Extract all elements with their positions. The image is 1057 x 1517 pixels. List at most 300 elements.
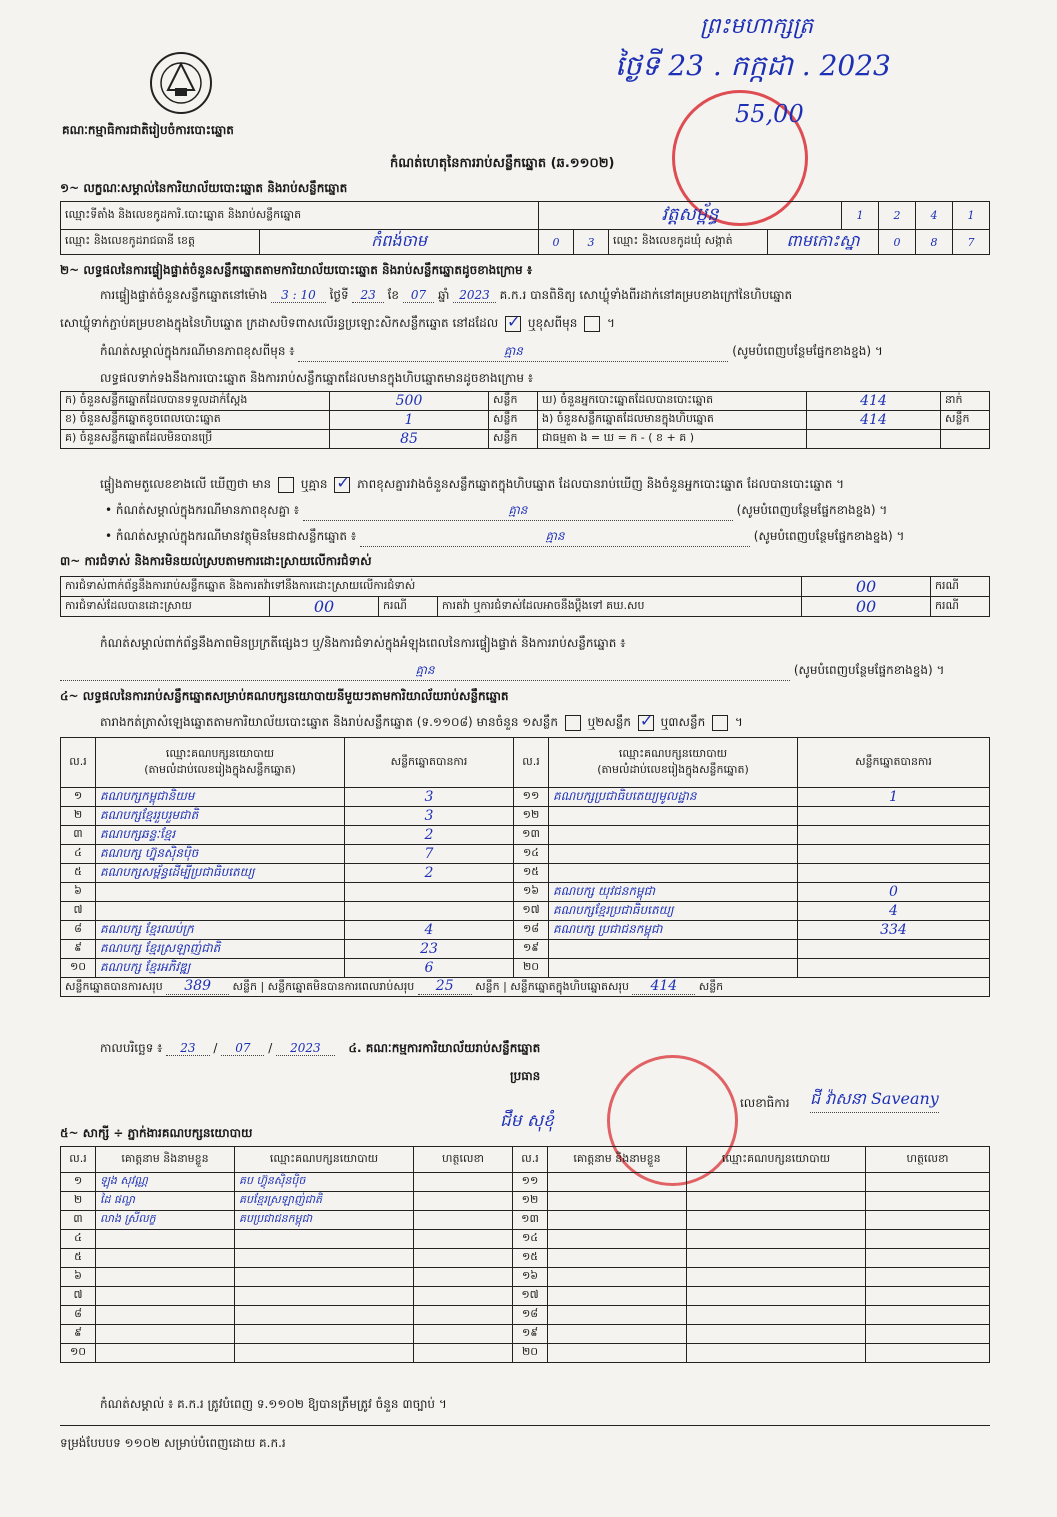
witness-col-sign-left: ហត្ថលេខា	[414, 1147, 513, 1173]
party-name: គណបក្ស យុវជនកម្ពុជា	[549, 883, 798, 902]
total-box-value: 414	[632, 978, 695, 995]
total-invalid-label: សន្លឹកឆ្នោតមិនបានការពេលរាប់សរុប	[267, 980, 415, 993]
witness-row	[61, 1249, 990, 1268]
party-no: ៦	[61, 883, 96, 902]
party-no: ៩	[61, 940, 96, 959]
party-no: ៥	[61, 864, 96, 883]
party-votes	[345, 902, 514, 921]
diff-note-value: គ្មាន	[303, 502, 733, 521]
office-code-1: 1	[842, 202, 879, 230]
col-party-right-title: ឈ្មោះគណបក្សនយោបាយ	[618, 746, 728, 760]
count-left-value: 85	[330, 430, 489, 449]
witness-name	[96, 1230, 235, 1249]
witness-name	[548, 1211, 687, 1230]
count-right-label: ឃ) ចំនួនអ្នកបោះឆ្នោតដែលបានបោះឆ្នោត	[538, 392, 807, 411]
compare-none-label: ឬគ្មាន	[300, 477, 328, 491]
seal-note-label: កំណត់សម្គាល់ក្នុងករណីមានភាពខុសពីមុន ៖	[100, 344, 295, 358]
party-name: គណបក្សកម្ពុជានិយម	[96, 788, 345, 807]
irregularity-hint: (សូមបំពេញបន្ថែមផ្នែកខាងខ្នង) ។	[793, 663, 945, 677]
province-code-2: 3	[574, 230, 609, 255]
party-name: គណបក្ស ខ្មែរស្រឡាញ់ជាតិ	[96, 940, 345, 959]
objection-row2b-label: ការតវ៉ា ឬការជំទាស់ដែលអាចនឹងប្ដឹងទៅ គឃ.សប	[438, 597, 802, 617]
party-votes: 2	[345, 826, 514, 845]
witness-party	[235, 1268, 414, 1287]
party-name	[96, 902, 345, 921]
tally-sheet-intro: តារាងកត់ត្រាសំឡេងឆ្នោតតាមការិយាល័យបោះឆ្នោត និងរាប់សន្លឹកឆ្នោត (ទ.១១០៨) មានចំនួន ១សន្លឹក	[100, 715, 558, 729]
compare-has-checkbox[interactable]	[278, 477, 294, 493]
col-votes-right: សន្លឹកឆ្នោតបានការ	[798, 738, 990, 788]
witness-row	[61, 1211, 990, 1230]
tally-two-label: ឬ២សន្លឹក	[587, 715, 632, 729]
witness-col-no-right: ល.រ	[513, 1147, 548, 1173]
result-intro: លទ្ធផលទាក់ទងនឹងការបោះឆ្នោត និងការរាប់សន្លឹកឆ្នោតដែលមានក្នុងហិបឆ្នោតមានដូចខាងក្រោម ៖	[100, 371, 534, 385]
witness-no: ៤	[61, 1230, 96, 1249]
year-label: ឆ្នាំ	[437, 288, 450, 302]
objection-row2b-value: 00	[802, 597, 931, 617]
witness-party	[687, 1325, 866, 1344]
col-party-left	[96, 738, 345, 788]
footnote: កំណត់សម្គាល់ ៖ គ.ក.រ ត្រូវបំពេញ ទ.១១០២ ឱ្យបានត្រឹមត្រូវ ចំនួន ៣ច្បាប់ ។	[100, 1397, 447, 1411]
witness-signature	[866, 1173, 990, 1192]
party-name: គណបក្សប្រជាធិបតេយ្យមូលដ្ឋាន	[549, 788, 798, 807]
col-party-right	[549, 738, 798, 788]
section1-table	[60, 201, 990, 255]
party-name: គណបក្ស ខ្មែរអភិវឌ្ឍ	[96, 959, 345, 978]
objection-row2-label: ការជំទាស់ដែលបានដោះស្រាយ	[61, 597, 270, 617]
witness-no: ១	[61, 1173, 96, 1192]
witness-signature	[866, 1344, 990, 1363]
party-votes: 4	[345, 921, 514, 940]
witness-party	[687, 1344, 866, 1363]
count-left-unit: សន្លឹក	[489, 430, 538, 449]
commune-code-3: 7	[953, 230, 990, 255]
office-code-4: 1	[953, 202, 990, 230]
irregularity-line	[60, 662, 990, 681]
secretary-label: លេខាធិការ	[740, 1096, 790, 1110]
col-votes-left: សន្លឹកឆ្នោតបានការ	[345, 738, 514, 788]
party-no: ១១	[514, 788, 549, 807]
party-row	[61, 788, 990, 807]
party-name: គណបក្ស ខ្មែរឈប់ក្រ	[96, 921, 345, 940]
party-no: ៨	[61, 921, 96, 940]
verification-month: 07	[403, 288, 434, 303]
party-votes	[798, 864, 990, 883]
commune-value: ពាមកោះស្នា	[768, 230, 879, 255]
witness-signature	[414, 1173, 513, 1192]
party-row	[61, 807, 990, 826]
col-no-left: ល.រ	[61, 738, 96, 788]
diff-note-line	[105, 502, 990, 521]
party-row	[61, 921, 990, 940]
witness-no: ១៤	[513, 1230, 548, 1249]
witness-col-party-right: ឈ្មោះគណបក្សនយោបាយ	[687, 1147, 866, 1173]
col-no-right: ល.រ	[514, 738, 549, 788]
party-votes: 23	[345, 940, 514, 959]
count-right-label: ជាធម្មតា ង = ឃ = ក - ( ខ + គ )	[538, 430, 807, 449]
count-left-label: ក) ចំនួនសន្លឹកឆ្នោតដែលបានទទួលដាក់ស្តែង	[61, 392, 330, 411]
witness-name	[96, 1306, 235, 1325]
verification-day: 23	[352, 288, 383, 303]
section2-heading: ២~ លទ្ធផលនៃការផ្ទៀងផ្ទាត់ចំនួនសន្លឹកឆ្នោតតាមការិយាល័យបោះឆ្នោត និងរាប់សន្លឹកឆ្នោតដូចខាងក្រោម ៖	[60, 263, 533, 277]
witness-party	[687, 1268, 866, 1287]
witness-row	[61, 1173, 990, 1192]
count-right-value	[807, 430, 941, 449]
witness-name: លាង ស្រីលក្ខ	[96, 1211, 235, 1230]
col-party-left-sub: (តាមលំដាប់លេខរៀងក្នុងសន្លឹកឆ្នោត)	[144, 762, 296, 776]
office-code-3: 4	[916, 202, 953, 230]
witness-no: ៣	[61, 1211, 96, 1230]
witness-party	[687, 1173, 866, 1192]
witness-name	[548, 1249, 687, 1268]
total-valid-unit: សន្លឹក	[232, 980, 257, 993]
party-name: គណបក្ស ហ្វ៊ុនស៊ិនប៉ិច	[96, 845, 345, 864]
party-votes	[798, 845, 990, 864]
foreign-object-value: គ្មាន	[360, 528, 750, 547]
party-no: ១៨	[514, 921, 549, 940]
witness-signature	[866, 1287, 990, 1306]
date-month: 07	[221, 1041, 264, 1056]
party-no: ២០	[514, 959, 549, 978]
tally-three-label: ឬ៣សន្លឹក	[660, 715, 706, 729]
party-votes	[798, 807, 990, 826]
party-name	[96, 883, 345, 902]
witness-no: ២	[61, 1192, 96, 1211]
count-left-value: 500	[330, 392, 489, 411]
witness-signature	[414, 1192, 513, 1211]
province-code-1: 0	[539, 230, 574, 255]
witness-party	[687, 1192, 866, 1211]
footer-rule	[60, 1425, 990, 1426]
ballot-count-row	[61, 411, 990, 430]
province-label: ឈ្មោះ និងលេខកូដរាជធានី ខេត្ត	[61, 230, 260, 255]
party-no: ២	[61, 807, 96, 826]
party-votes: 3	[345, 807, 514, 826]
party-name	[549, 807, 798, 826]
count-right-label: ង) ចំនួនសន្លឹកឆ្នោតដែលមានក្នុងហិបឆ្នោត	[538, 411, 807, 430]
party-votes: 334	[798, 921, 990, 940]
party-row	[61, 845, 990, 864]
party-no: ១៤	[514, 845, 549, 864]
form-title: កំណត់ហេតុនៃការរាប់សន្លឹកឆ្នោត (ឆ.១១០២)	[390, 156, 615, 171]
section5-heading: ៥~ សាក្សី ÷ ភ្នាក់ងារគណបក្សនយោបាយ	[60, 1126, 253, 1140]
emblem	[148, 50, 214, 116]
witness-party	[687, 1306, 866, 1325]
handwritten-date: ថ្ងៃទី 23 . កក្កដា . 2023	[615, 49, 891, 82]
count-left-unit: សន្លឹក	[489, 411, 538, 430]
province-value: កំពង់ចាម	[260, 230, 539, 255]
seal-line-text: សោឃ្លុំទាក់ភ្ជាប់គម្របខាងក្នុងនៃហិបឆ្នោត ក្រដាសបិទពាសលើរន្ធប្រឡោះសិកសន្លឹកឆ្នោត នៅដដែល	[60, 316, 499, 330]
seal-note-hint: (សូមបំពេញបន្ថែមផ្នែកខាងខ្នង) ។	[732, 344, 883, 358]
witness-signature	[414, 1344, 513, 1363]
objection-row1-value: 00	[802, 577, 931, 597]
party-no: ១៥	[514, 864, 549, 883]
witness-party	[235, 1230, 414, 1249]
irregularity-value: គ្មាន	[60, 662, 790, 681]
witness-no: ១៨	[513, 1306, 548, 1325]
totals-row: សន្លឹកឆ្នោតបានការសរុប 389 សន្លឹក | សន្លឹកឆ្នោតមិនបានការពេលរាប់សរុប 25 សន្លឹក | សន្លឹកឆ្នោតក្នុងហិបឆ្នោតសរុប 414 សន្លឹក	[61, 978, 990, 997]
seal-note-value: គ្មាន	[298, 343, 728, 362]
count-left-unit: សន្លឹក	[489, 392, 538, 411]
compare-rest: ភាពខុសគ្នារវាងចំនួនសន្លឹកឆ្នោតក្នុងហិបឆ្នោត ដែលបានរាប់ឃើញ និងចំនួនអ្នកបោះឆ្នោត ដែលបានបោះឆ្នោត ។	[357, 477, 845, 491]
witness-party	[235, 1306, 414, 1325]
handwritten-top-note: ព្រះមហាក្សត្រ	[700, 14, 814, 39]
date-label: កាលបរិច្ឆេទ ៖	[100, 1041, 163, 1055]
party-no: ១០	[61, 959, 96, 978]
witness-party: គបខ្មែរស្រឡាញ់ជាតិ	[235, 1192, 414, 1211]
verification-time-label: ការផ្ទៀងផ្ទាត់ចំនួនសន្លឹកឆ្នោតនៅម៉ោង	[100, 288, 268, 302]
tally-sheet-line: តារាងកត់ត្រាសំឡេងឆ្នោតតាមការិយាល័យបោះឆ្នោត និងរាប់សន្លឹកឆ្នោត (ទ.១១០៨) មានចំនួន ១សន្លឹក ឬ២សន្លឹក ✓ ឬ៣សន្លឹក ។	[100, 710, 743, 730]
party-name	[549, 826, 798, 845]
chair-signature: ជឹម សុខុំ	[500, 1111, 554, 1131]
witness-no: ១៧	[513, 1287, 548, 1306]
party-row	[61, 959, 990, 978]
witness-col-no-left: ល.រ	[61, 1147, 96, 1173]
foreign-object-hint: (សូមបំពេញបន្ថែមផ្នែកខាងខ្នង) ។	[753, 529, 905, 543]
verification-year: 2023	[453, 288, 496, 303]
party-row	[61, 826, 990, 845]
party-name	[549, 864, 798, 883]
witness-name	[548, 1230, 687, 1249]
party-name: គណបក្សខ្មែររួបរួមជាតិ	[96, 807, 345, 826]
witness-name	[548, 1325, 687, 1344]
diff-note-hint: (សូមបំពេញបន្ថែមផ្នែកខាងខ្នង) ។	[736, 503, 888, 517]
commune-code-1: 0	[879, 230, 916, 255]
col-party-right-sub: (តាមលំដាប់លេខរៀងក្នុងសន្លឹកឆ្នោត)	[597, 762, 749, 776]
party-votes	[345, 883, 514, 902]
party-name	[549, 940, 798, 959]
stamp-note: 55,00	[735, 100, 804, 128]
foreign-object-label: • កំណត់សម្គាល់ក្នុងករណីមានវត្ថុមិនមែនជាសន្លឹកឆ្នោត ៖	[105, 529, 357, 543]
section1-heading: ១~ លក្ខណៈសម្គាល់នៃការិយាល័យបោះឆ្នោត និងរាប់សន្លឹកឆ្នោត	[60, 181, 348, 195]
month-label: ខែ	[387, 288, 399, 302]
witness-signature	[866, 1192, 990, 1211]
section3-heading: ៣~ ការជំទាស់ និងការមិនយល់ស្របតាមការដោះស្រាយលើការជំទាស់	[60, 554, 372, 568]
witness-signature	[414, 1306, 513, 1325]
party-row	[61, 883, 990, 902]
party-row	[61, 864, 990, 883]
total-valid-label: សន្លឹកឆ្នោតបានការសរុប	[65, 980, 163, 993]
witness-no: ១៥	[513, 1249, 548, 1268]
witness-signature	[414, 1249, 513, 1268]
witness-name: ដៃ ផល្លា	[96, 1192, 235, 1211]
witness-name	[96, 1344, 235, 1363]
seal-note-line	[100, 343, 990, 362]
witness-no: ១១	[513, 1173, 548, 1192]
seal-changed-checkbox[interactable]	[584, 316, 600, 332]
witness-no: ៩	[61, 1325, 96, 1344]
count-left-value: 1	[330, 411, 489, 430]
witness-row	[61, 1192, 990, 1211]
witness-party	[687, 1249, 866, 1268]
witness-row	[61, 1268, 990, 1287]
secretary-signature: ជី វ៉ាសនា Saveany	[810, 1088, 939, 1113]
total-valid-value: 389	[166, 978, 229, 995]
witness-party	[235, 1249, 414, 1268]
verification-line-rest: គ.ក.រ បានពិនិត្យ សោឃ្លុំទាំងពីរដាក់នៅគម្របខាងក្រៅនៃហិបឆ្នោត	[499, 288, 793, 302]
witness-col-name-right: គោត្តនាម និងនាមខ្លួន	[548, 1147, 687, 1173]
form-note: ទម្រង់បែបបទ ១១០២ សម្រាប់បំពេញដោយ គ.ក.រ	[60, 1436, 286, 1450]
witness-name	[548, 1268, 687, 1287]
witness-row	[61, 1344, 990, 1363]
party-votes	[798, 940, 990, 959]
day-label: ថ្ងៃទី	[329, 288, 349, 302]
witness-col-name-left: គោត្តនាម និងនាមខ្លួន	[96, 1147, 235, 1173]
party-no: ១២	[514, 807, 549, 826]
count-right-unit: នាក់	[941, 392, 990, 411]
diff-note-label: • កំណត់សម្គាល់ក្នុងករណីមានភាពខុសគ្នា ៖	[105, 503, 300, 517]
party-votes: 2	[345, 864, 514, 883]
seal-changed-label: ឬខុសពីមុន	[527, 316, 578, 330]
witness-name	[96, 1268, 235, 1287]
date-day: 23	[166, 1041, 209, 1056]
witness-name	[548, 1344, 687, 1363]
party-name: គណបក្សខ្មែរប្រជាធិបតេយ្យ	[549, 902, 798, 921]
seal-same-checkbox[interactable]: ✓	[507, 311, 521, 331]
witness-name	[548, 1287, 687, 1306]
party-no: ១	[61, 788, 96, 807]
witness-no: ២០	[513, 1344, 548, 1363]
witness-no: ១៦	[513, 1268, 548, 1287]
objection-row1-label: ការជំទាស់ពាក់ព័ន្ធនឹងការរាប់សន្លឹកឆ្នោត និងការតវ៉ាទៅនឹងការដោះស្រាយលើការជំទាស់	[61, 577, 802, 597]
objection-table	[60, 576, 990, 617]
witness-party	[235, 1325, 414, 1344]
party-name	[549, 845, 798, 864]
party-votes: 3	[345, 788, 514, 807]
tally-one-sheet-checkbox[interactable]	[565, 715, 581, 731]
party-row	[61, 940, 990, 959]
witness-no: ៨	[61, 1306, 96, 1325]
office-label: ឈ្មោះទីតាំង និងលេខកូដការិ.បោះឆ្នោត និងរាប់សន្លឹកឆ្នោត	[61, 202, 539, 230]
counting-committee: ៤. គណៈកម្មការការិយាល័យរាប់សន្លឹកឆ្នោត	[348, 1041, 541, 1055]
tally-three-sheet-checkbox[interactable]	[712, 715, 728, 731]
witness-signature	[866, 1325, 990, 1344]
party-votes: 4	[798, 902, 990, 921]
compare-label: ផ្ទៀងតាមតួលេខខាងលើ ឃើញថា មាន	[100, 477, 272, 491]
witness-signature	[866, 1268, 990, 1287]
date-line: កាលបរិច្ឆេទ ៖ 23 / 07 / 2023 ៤. គណៈកម្មការការិយាល័យរាប់សន្លឹកឆ្នោត	[100, 1041, 541, 1055]
count-right-value: 414	[807, 411, 941, 430]
objection-row2-value: 00	[270, 597, 379, 617]
compare-none-checkbox[interactable]: ✓	[336, 472, 350, 492]
count-right-value: 414	[807, 392, 941, 411]
witness-signature	[866, 1230, 990, 1249]
witness-party	[687, 1211, 866, 1230]
verification-time: 3 : 10	[271, 288, 326, 303]
chair-label: ប្រធាន	[510, 1069, 541, 1083]
total-box-unit: សន្លឹក	[698, 980, 724, 993]
witness-no: ៥	[61, 1249, 96, 1268]
commune-code-2: 8	[916, 230, 953, 255]
witness-party	[235, 1344, 414, 1363]
objection-row2b-unit: ករណី	[931, 597, 990, 617]
ballot-count-row	[61, 392, 990, 411]
party-no: ៧	[61, 902, 96, 921]
party-name: គណបក្ស ប្រជាជនកម្ពុជា	[549, 921, 798, 940]
col-party-left-title: ឈ្មោះគណបក្សនយោបាយ	[165, 746, 275, 760]
witness-signature	[414, 1230, 513, 1249]
witness-row	[61, 1230, 990, 1249]
party-row	[61, 902, 990, 921]
party-votes	[798, 959, 990, 978]
witness-party: គប ហ៊្វុនស៊ិនប៉ិច	[235, 1173, 414, 1192]
total-box-label: សន្លឹកឆ្នោតក្នុងហិបឆ្នោតសរុប	[510, 980, 629, 993]
ballot-count-row	[61, 430, 990, 449]
witness-row	[61, 1287, 990, 1306]
party-votes: 0	[798, 883, 990, 902]
date-year: 2023	[276, 1041, 335, 1056]
party-no: ១៩	[514, 940, 549, 959]
witness-signature	[414, 1287, 513, 1306]
witness-no: ៧	[61, 1287, 96, 1306]
witness-name	[548, 1306, 687, 1325]
party-results-table	[60, 737, 990, 997]
compare-line	[100, 472, 990, 494]
party-name: គណបក្សសម្ព័ន្ធដើម្បីប្រជាធិបតេយ្យ	[96, 864, 345, 883]
witness-name	[96, 1249, 235, 1268]
count-left-label: គ) ចំនួនសន្លឹកឆ្នោតដែលមិនបានប្រើ	[61, 430, 330, 449]
count-left-label: ខ) ចំនួនសន្លឹកឆ្នោតខូចពេលបោះឆ្នោត	[61, 411, 330, 430]
objection-row2-unit: ករណី	[379, 597, 438, 617]
witness-signature	[414, 1211, 513, 1230]
witness-signature	[414, 1325, 513, 1344]
witness-col-sign-right: ហត្ថលេខា	[866, 1147, 990, 1173]
count-right-unit	[941, 430, 990, 449]
office-value: វត្តសម្ព័ន្ធ	[539, 202, 842, 230]
party-no: ១៧	[514, 902, 549, 921]
witness-no: ១២	[513, 1192, 548, 1211]
party-no: ១៦	[514, 883, 549, 902]
section4-heading: ៤~ លទ្ធផលនៃការរាប់សន្លឹកឆ្នោតសម្រាប់គណបក្សនយោបាយនីមួយៗតាមការិយាល័យរាប់សន្លឹកឆ្នោត	[60, 689, 509, 703]
witness-signature	[866, 1211, 990, 1230]
witness-party	[687, 1230, 866, 1249]
witness-name	[548, 1192, 687, 1211]
witness-no: ១៣	[513, 1211, 548, 1230]
witness-party	[235, 1287, 414, 1306]
witness-table	[60, 1146, 990, 1363]
committee-name: គណៈកម្មាធិការជាតិរៀបចំការបោះឆ្នោត	[62, 123, 234, 137]
party-no: ៣	[61, 826, 96, 845]
party-votes: 1	[798, 788, 990, 807]
party-no: ១៣	[514, 826, 549, 845]
witness-no: ៦	[61, 1268, 96, 1287]
tally-two-sheet-checkbox[interactable]: ✓	[639, 710, 654, 730]
witness-signature	[866, 1249, 990, 1268]
foreign-object-line	[105, 528, 990, 547]
witness-no: ១០	[61, 1344, 96, 1363]
seal-line: សោឃ្លុំទាក់ភ្ជាប់គម្របខាងក្នុងនៃហិបឆ្នោត ក្រដាសបិទពាសលើរន្ធប្រឡោះសិកសន្លឹកឆ្នោត នៅដដែល ✓ ឬខុសពីមុន ។	[60, 311, 615, 331]
commune-label: ឈ្មោះ និងលេខកូដឃុំ សង្កាត់	[609, 230, 768, 255]
party-name: គណបក្សឆន្ទៈខ្មែរ	[96, 826, 345, 845]
witness-name: ឡុង សុវណ្ណ	[96, 1173, 235, 1192]
witness-row	[61, 1325, 990, 1344]
witness-name	[96, 1287, 235, 1306]
witness-name	[96, 1325, 235, 1344]
witness-col-party-left: ឈ្មោះគណបក្សនយោបាយ	[235, 1147, 414, 1173]
witness-no: ១៩	[513, 1325, 548, 1344]
verification-line	[100, 287, 990, 305]
witness-row	[61, 1306, 990, 1325]
count-right-unit: សន្លឹក	[941, 411, 990, 430]
witness-signature	[866, 1306, 990, 1325]
witness-party: គបប្រជាជនកម្ពុជា	[235, 1211, 414, 1230]
party-no: ៤	[61, 845, 96, 864]
total-invalid-unit: សន្លឹក	[475, 980, 500, 993]
office-code-2: 2	[879, 202, 916, 230]
objection-row1-unit: ករណី	[931, 577, 990, 597]
ballot-count-table	[60, 391, 990, 449]
irregularity-note: កំណត់សម្គាល់ពាក់ព័ន្ធនឹងភាពមិនប្រក្រតីផ្សេងៗ ឬ/និងការជំទាស់ក្នុងអំឡុងពេលនៃការផ្ទៀងផ្ទាត់ និងការរាប់សន្លឹកឆ្នោត ៖	[100, 636, 626, 650]
total-invalid-value: 25	[418, 978, 472, 995]
